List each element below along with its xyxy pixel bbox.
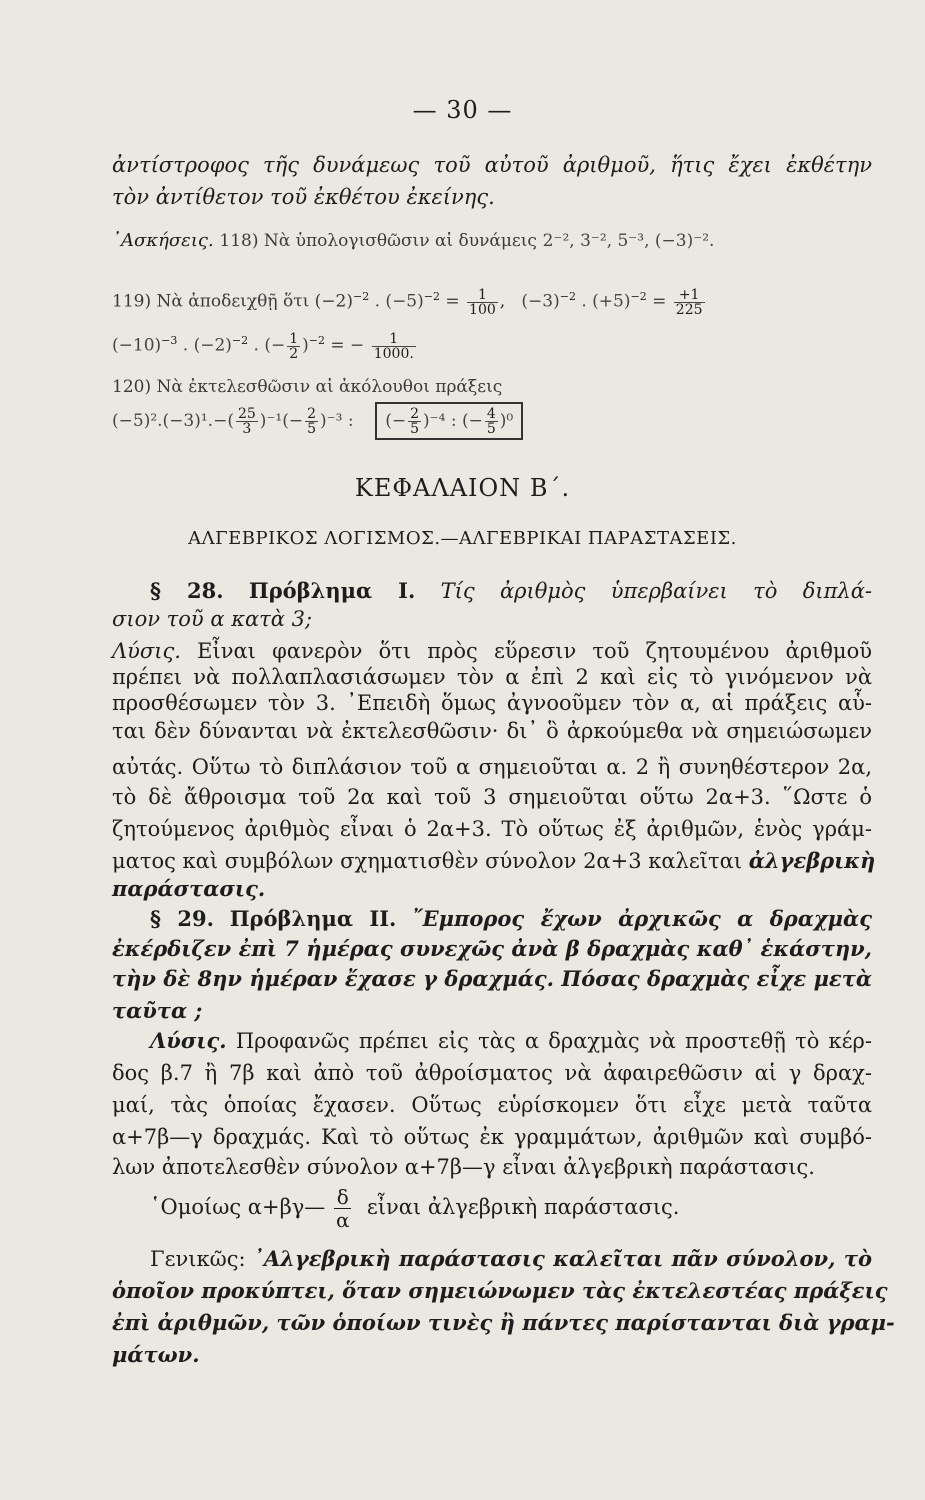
exercise-120-bracket: (− $\frac{2}{5}$ )⁻⁴ : (− $\frac{4}{5}$ )⁰ (375, 402, 523, 440)
exercise-119-math-a: . (−5) (374, 291, 424, 312)
problem-1-label: Πρόβλημα Ι. (248, 578, 416, 603)
exercise-119-line-1: 119) Νὰ ἀποδειχθῇ ὅτι $(-2)^{-2}$ . $(-5)^{-2}$ = $\frac{1}{100}$ , $(-3)^{-2}$ . $(+5)^{-2}$ = $\frac{+1}{225}$ (112, 286, 703, 318)
problem-2-label: Πρόβλημα ΙΙ. (229, 906, 397, 931)
section-29-line-4: α+7β—γ δραχμάς. Καὶ τὸ οὕτως ἐκ γραμμάτων, ἀριθμῶν καὶ συμβό- (112, 1125, 872, 1149)
section-29-line-1: Λύσις. Προφανῶς πρέπει εἰς τὰς α δραχμὰς νὰ προστεθῇ τὸ κέρ- (112, 1026, 872, 1056)
intro-line-2: τὸν ἀντίθετον τοῦ ἐκθέτου ἐκείνης. (112, 185, 495, 209)
section-28-line-2: πρέπει νὰ πολλαπλασιάσωμεν τὸν α ἐπὶ 2 καὶ εἰς τὸ γινόμενον νὰ (112, 665, 872, 689)
page-number: — 30 — (412, 96, 513, 124)
section-29-line-3: μαί, τὰς ὁποίας ἔχασεν. Οὕτως εὑρίσκομεν ὅτι εἶχε μετὰ ταῦτα (112, 1093, 872, 1117)
problem-1-question-a: Τίς ἀριθμὸς ὑπερβαίνει τὸ διπλά- (440, 579, 872, 603)
exercise-119-text: 119) Νὰ ἀποδειχθῇ ὅτι (−2) (112, 291, 353, 312)
section-29-heading (112, 904, 872, 934)
section-29-number: § 29. (150, 906, 214, 931)
exercise-119-fraction-1: $\frac{1}{100}$ (469, 286, 496, 318)
solution-1-label: Λύσις. (112, 639, 181, 663)
section-28-heading (112, 576, 872, 606)
exercise-119-fraction-3: $\frac{1}{2}$ (289, 330, 299, 362)
intro-line-1: ἀντίστροφος τῆς δυνάμεως τοῦ αὐτοῦ ἀριθμοῦ, ἥτις ἔχει ἐκθέτην (112, 153, 872, 177)
chapter-subtitle: ΑΛΓΕΒΡΙΚΟΣ ΛΟΓΙΣΜΟΣ.—ΑΛΓΕΒΡΙΚΑΙ ΠΑΡΑΣΤΑΣΕΙΣ. (188, 528, 737, 549)
similar-expression-line: ῾Ομοίως α+βγ— $\frac{\delta}{\alpha}$ εἶναι ἀλγεβρικὴ παράστασις. (150, 1185, 680, 1232)
exercise-118 (112, 226, 872, 256)
section-28-line-4: ται δὲν δύνανται νὰ ἐκτελεσθῶσιν· δι᾿ ὃ ἀρκούμεθα νὰ σημειώσωμεν (112, 719, 872, 743)
problem-2-question-a: ῎Εμπορος ἔχων ἀρχικῶς α δραχμὰς (412, 906, 872, 931)
section-28-line-3: προσθέσωμεν τὸν 3. ᾿Επειδὴ ὅμως ἀγνοοῦμεν τὸν α, αἱ πράξεις αὗ- (112, 691, 872, 715)
problem-2-question-c: τὴν δὲ 8ην ἡμέραν ἔχασε γ δραχμάς. Πόσας δραχμὰς εἶχε μετὰ (112, 966, 872, 991)
section-28-number: § 28. (150, 578, 224, 603)
section-29-line-5: λων ἀποτελεσθὲν σύνολον α+7β—γ εἶναι ἀλγεβρικὴ παράστασις. (112, 1155, 815, 1179)
exercise-120-math: (−5)².(−3)¹.−( $\frac{25}{3}$ )⁻¹(− $\frac{2}{5}$ )⁻³ : (− $\frac{2}{5}$ )⁻⁴ : (− $\frac{4}{5}$ )⁰ (112, 402, 872, 440)
section-28-line-6: τὸ δὲ ἄθροισμα τοῦ 2α καὶ τοῦ 3 σημειοῦται οὕτω 2α+3. ῞Ωστε ὁ (112, 785, 872, 809)
section-28-line-1: Λύσις. Εἶναι φανερὸν ὅτι πρὸς εὕρεσιν τοῦ ζητουμένου ἀριθμοῦ (112, 639, 872, 663)
exercise-119-line-2: $(-10)^{-3}$ . $(-2)^{-2}$ . (− $\frac{1}{2}$ )$^{-2}$ = − $\frac{1}{1000.}$ (112, 330, 414, 362)
section-28-line-7: ζητούμενος ἀριθμὸς εἶναι ὁ 2α+3. Τὸ οὕτως ἐξ ἀριθμῶν, ἑνὸς γράμ- (112, 817, 872, 841)
algebraic-expression-term: ἀλγεβρικὴ (748, 848, 876, 873)
chapter-title: ΚΕΦΑΛΑΙΟΝ Β΄. (354, 474, 571, 502)
general-definition-line-2: ὁποῖον προκύπτει, ὅταν σημειώνωμεν τὰς ἐκτελεστέας πράξεις (112, 1278, 888, 1303)
exercise-119-math-c: . (+5) (581, 291, 631, 312)
exercise-119-result-fraction: $\frac{1}{1000.}$ (373, 330, 414, 362)
exercises-label: ᾿Ασκήσεις. (112, 230, 214, 251)
problem-2-question-b: ἐκέρδιζεν ἐπὶ 7 ἡμέρας συνεχῶς ἀνὰ β δραχμὰς καθ᾿ ἑκάστην, (112, 936, 872, 961)
exercise-119-fraction-2: $\frac{+1}{225}$ (675, 286, 703, 318)
exercise-118-math: 2⁻², 3⁻², 5⁻³, (−3)⁻². (542, 231, 715, 251)
problem-2-question-d: ταῦτα ; (112, 998, 203, 1023)
general-definition-line-1: Γενικῶς: ᾿Αλγεβρικὴ παράστασις καλεῖται πᾶν σύνολον, τὸ (112, 1244, 872, 1274)
section-29-line-2: δος β.7 ἢ 7β καὶ ἀπὸ τοῦ ἀθροίσματος νὰ ἀφαιρεθῶσιν αἱ γ δραχ- (112, 1061, 872, 1085)
section-28-line-9: παράστασις. (112, 876, 266, 901)
delta-over-alpha-fraction: $\frac{\delta}{\alpha}$ (335, 1185, 350, 1232)
problem-1-question-b: σιον τοῦ α κατὰ 3; (112, 607, 313, 631)
general-definition-line-4: μάτων. (112, 1342, 200, 1367)
solution-2-label: Λύσις. (150, 1028, 227, 1053)
exercise-119-math-b: (−3) (521, 291, 560, 312)
section-28-line-8: ματος καὶ συμβόλων σχηματισθὲν σύνολον 2α+3 καλεῖται ἀλγεβρικὴ (112, 848, 876, 873)
exercise-120-text: 120) Νὰ ἐκτελεσθῶσιν αἱ ἀκόλουθοι πράξεις (112, 377, 503, 397)
exercise-118-text: 118) Νὰ ὑπολογισθῶσιν αἱ δυνάμεις (219, 231, 537, 251)
general-definition-line-3: ἐπὶ ἀριθμῶν, τῶν ὁποίων τινὲς ἢ πάντες παρίστανται διὰ γραμ- (112, 1310, 895, 1335)
general-label: Γενικῶς: (150, 1247, 246, 1271)
section-28-line-5: αὐτάς. Οὕτω τὸ διπλάσιον τοῦ α σημειοῦται α. 2 ἢ συνηθέστερον 2α, (112, 755, 872, 779)
